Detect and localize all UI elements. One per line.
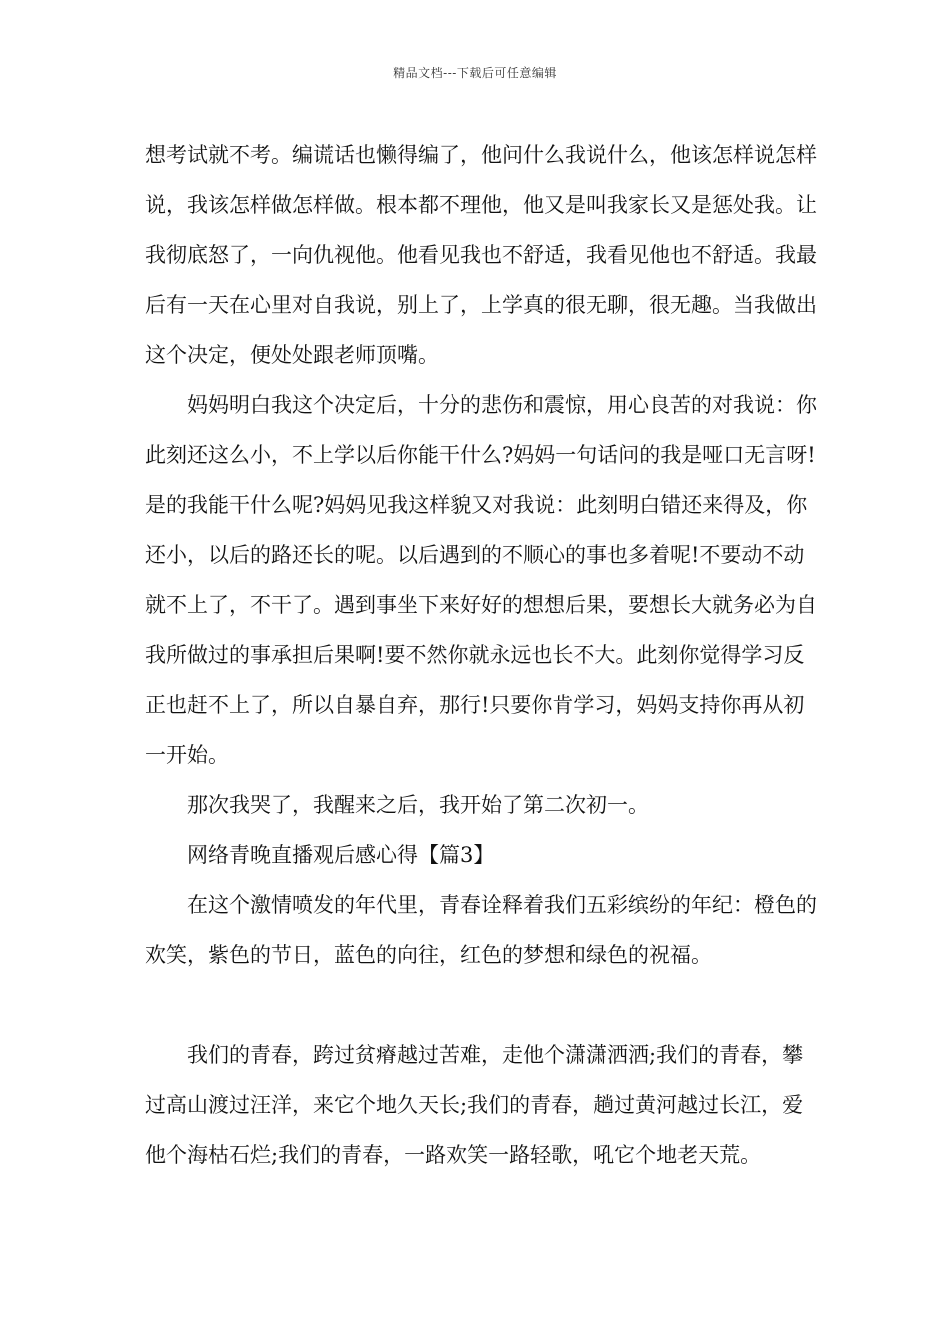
- paragraph-3: 那次我哭了，我醒来之后，我开始了第二次初一。: [187, 793, 649, 817]
- paragraph-1: 想考试就不考。编谎话也懒得编了，他问什么我说什么，他该怎样说怎样说，我该怎样做怎样做。根本都不理他，他又是叫我家长又是惩处我。让我彻底怒了，一向仇视他。他看见我也不舒适，我看见他也不舒适。我最后有一天在心里对自我说，别上了，上学真的很无聊，很无趣。当我做出这个决定，便处处跟老师顶嘴。: [145, 143, 817, 367]
- paragraph-4: 在这个激情喷发的年代里，青春诠释着我们五彩缤纷的年纪：橙色的欢笑，紫色的节日，蓝色的向往，红色的梦想和绿色的祝福。: [145, 893, 817, 967]
- paragraph-5: 我们的青春，跨过贫瘠越过苦难，走他个潇潇洒洒;我们的青春，攀过高山渡过汪洋，来它个地久天长;我们的青春，趟过黄河越过长江，爱他个海枯石烂;我们的青春，一路欢笑一路轻歌，吼它个地老天荒。: [145, 1043, 804, 1167]
- page-header: 精品文档---下载后可任意编辑: [393, 66, 557, 80]
- section-heading: 网络青晚直播观后感心得【篇3】: [187, 843, 495, 867]
- paragraph-2: 妈妈明白我这个决定后，十分的悲伤和震惊，用心良苦的对我说：你此刻还这么小，不上学以后你能干什么?妈妈一句话问的我是哑口无言呀!是的我能干什么呢?妈妈见我这样貌又对我说：此刻明白错还来得及，你还小，以后的路还长的呢。以后遇到的不顺心的事也多着呢!不要动不动就不上了，不干了。遇到事坐下来好好的想想后果，要想长大就务必为自我所做过的事承担后果啊!要不然你就永远也长不大。此刻你觉得学习反正也赶不上了，所以自暴自弃，那行!只要你肯学习，妈妈支持你再从初一开始。: [145, 393, 817, 767]
- blank-line: [145, 980, 817, 1030]
- document-body: [145, 130, 817, 1180]
